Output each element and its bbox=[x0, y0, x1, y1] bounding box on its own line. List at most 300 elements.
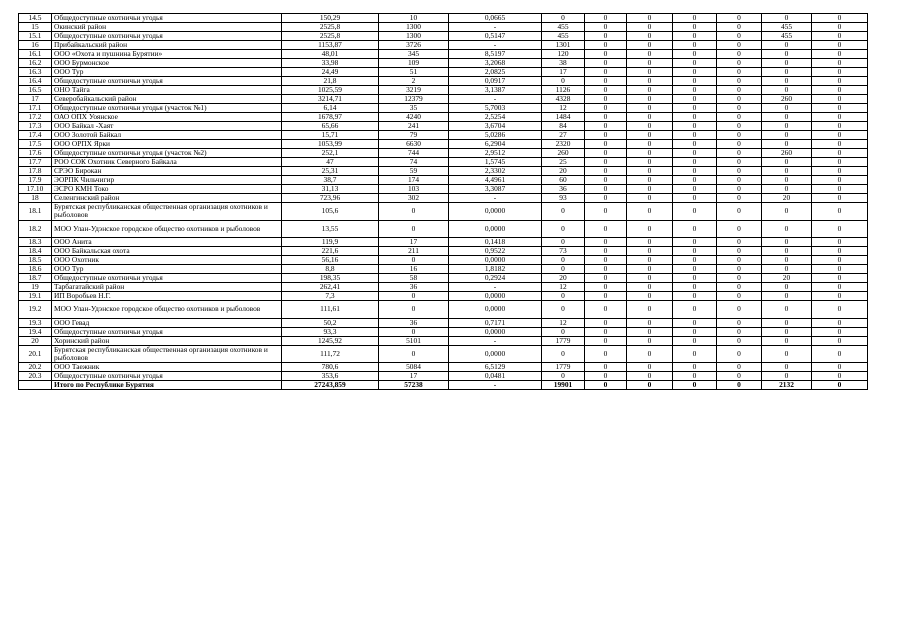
col12-value: 0 bbox=[812, 113, 868, 122]
count-value: 103 bbox=[379, 185, 449, 194]
count-value: 36 bbox=[379, 318, 449, 327]
col10-value: 0 bbox=[717, 185, 762, 194]
density-value: 0,9522 bbox=[449, 247, 542, 256]
row-name: ООО Тур bbox=[52, 68, 282, 77]
row-name: ООО Байкальская охота bbox=[52, 247, 282, 256]
col9-value: 0 bbox=[673, 113, 717, 122]
quota-value: 2320 bbox=[542, 140, 585, 149]
count-value: 16 bbox=[379, 265, 449, 274]
count-value: 3219 bbox=[379, 86, 449, 95]
quota-value: 455 bbox=[542, 23, 585, 32]
row-name: СРЭО Бирокан bbox=[52, 167, 282, 176]
table-row bbox=[19, 32, 868, 41]
col11-value: 20 bbox=[762, 194, 812, 203]
count-value: 6630 bbox=[379, 140, 449, 149]
row-number: 17.2 bbox=[19, 113, 52, 122]
col11-value: 0 bbox=[762, 167, 812, 176]
table-row bbox=[19, 41, 868, 50]
density-value: 1,8182 bbox=[449, 265, 542, 274]
col11-value: 0 bbox=[762, 318, 812, 327]
table-row bbox=[19, 68, 868, 77]
density-value: 0,5147 bbox=[449, 32, 542, 41]
col8-value: 0 bbox=[627, 247, 673, 256]
col7-value: 0 bbox=[585, 140, 627, 149]
row-number: 17.8 bbox=[19, 167, 52, 176]
row-number: 16.1 bbox=[19, 50, 52, 59]
col10-value: 0 bbox=[717, 68, 762, 77]
density-value: 3,2068 bbox=[449, 59, 542, 68]
col7-value: 0 bbox=[585, 247, 627, 256]
col12-value: 0 bbox=[812, 86, 868, 95]
col8-value: 0 bbox=[627, 50, 673, 59]
col7-value: 0 bbox=[585, 77, 627, 86]
col10-value: 0 bbox=[717, 41, 762, 50]
col12-value: 0 bbox=[812, 14, 868, 23]
row-number: 17.7 bbox=[19, 158, 52, 167]
col8-value: 0 bbox=[627, 194, 673, 203]
density-value: - bbox=[449, 41, 542, 50]
col12-value: 0 bbox=[812, 149, 868, 158]
col11-value: 0 bbox=[762, 247, 812, 256]
col7-value: 0 bbox=[585, 203, 627, 221]
area-value: 198,35 bbox=[282, 274, 379, 283]
row-name: Общедоступные охотничьи угодья bbox=[52, 32, 282, 41]
area-value: 65,66 bbox=[282, 122, 379, 131]
quota-value: 0 bbox=[542, 301, 585, 319]
col10-value: 0 bbox=[717, 86, 762, 95]
row-number: 19.1 bbox=[19, 292, 52, 301]
col11-value: 0 bbox=[762, 86, 812, 95]
row-name: Северобайкальский район bbox=[52, 95, 282, 104]
col8-value: 0 bbox=[627, 238, 673, 247]
table-row bbox=[19, 220, 868, 238]
density-value: 2,5254 bbox=[449, 113, 542, 122]
col10-value: 0 bbox=[717, 372, 762, 381]
table-row bbox=[19, 149, 868, 158]
count-value: 10 bbox=[379, 14, 449, 23]
col11-value: 0 bbox=[762, 336, 812, 345]
quota-value: 0 bbox=[542, 265, 585, 274]
area-value: 47 bbox=[282, 158, 379, 167]
col9-value: 0 bbox=[673, 158, 717, 167]
count-value: 79 bbox=[379, 131, 449, 140]
count-value: 0 bbox=[379, 301, 449, 319]
quota-value: 260 bbox=[542, 149, 585, 158]
count-value: 211 bbox=[379, 247, 449, 256]
quota-value: 17 bbox=[542, 68, 585, 77]
row-number: 18.6 bbox=[19, 265, 52, 274]
col9-value: 0 bbox=[673, 318, 717, 327]
quota-value: 20 bbox=[542, 167, 585, 176]
col12-value: 0 bbox=[812, 247, 868, 256]
col9-value: 0 bbox=[673, 327, 717, 336]
table-row bbox=[19, 59, 868, 68]
col8-value: 0 bbox=[627, 167, 673, 176]
row-number: 16 bbox=[19, 41, 52, 50]
col12-value: 0 bbox=[812, 95, 868, 104]
col11-value: 0 bbox=[762, 77, 812, 86]
row-name: ОАО ОПХ Уоянское bbox=[52, 113, 282, 122]
quota-value: 1301 bbox=[542, 41, 585, 50]
col7-value: 0 bbox=[585, 104, 627, 113]
col11-value: 455 bbox=[762, 32, 812, 41]
col7-value: 0 bbox=[585, 95, 627, 104]
col7-value: 0 bbox=[585, 381, 627, 390]
table-row bbox=[19, 122, 868, 131]
col12-value: 0 bbox=[812, 256, 868, 265]
col11-value: 0 bbox=[762, 238, 812, 247]
col9-value: 0 bbox=[673, 336, 717, 345]
col8-value: 0 bbox=[627, 381, 673, 390]
area-value: 7,3 bbox=[282, 292, 379, 301]
area-value: 48,01 bbox=[282, 50, 379, 59]
row-number: 20.3 bbox=[19, 372, 52, 381]
quota-value: 19901 bbox=[542, 381, 585, 390]
density-value: 4,4961 bbox=[449, 176, 542, 185]
row-name: ООО Анита bbox=[52, 238, 282, 247]
col8-value: 0 bbox=[627, 283, 673, 292]
col10-value: 0 bbox=[717, 301, 762, 319]
col12-value: 0 bbox=[812, 23, 868, 32]
quota-value: 73 bbox=[542, 247, 585, 256]
col12-value: 0 bbox=[812, 372, 868, 381]
density-value: 0,0481 bbox=[449, 372, 542, 381]
col11-value: 0 bbox=[762, 283, 812, 292]
row-number: 18.5 bbox=[19, 256, 52, 265]
col10-value: 0 bbox=[717, 283, 762, 292]
count-value: 58 bbox=[379, 274, 449, 283]
row-number: 16.5 bbox=[19, 86, 52, 95]
row-name: Общедоступные охотничьи угодья (участок №2) bbox=[52, 149, 282, 158]
row-name: Общедоступные охотничьи угодья (участок №1) bbox=[52, 104, 282, 113]
col9-value: 0 bbox=[673, 167, 717, 176]
col12-value: 0 bbox=[812, 274, 868, 283]
col10-value: 0 bbox=[717, 50, 762, 59]
count-value: 345 bbox=[379, 50, 449, 59]
table-row bbox=[19, 194, 868, 203]
col9-value: 0 bbox=[673, 372, 717, 381]
col10-value: 0 bbox=[717, 247, 762, 256]
density-value: 1,5745 bbox=[449, 158, 542, 167]
col12-value: 0 bbox=[812, 327, 868, 336]
col9-value: 0 bbox=[673, 95, 717, 104]
row-number: 17 bbox=[19, 95, 52, 104]
row-number: 17.4 bbox=[19, 131, 52, 140]
area-value: 2525,8 bbox=[282, 32, 379, 41]
col9-value: 0 bbox=[673, 247, 717, 256]
col7-value: 0 bbox=[585, 301, 627, 319]
area-value: 3214,71 bbox=[282, 95, 379, 104]
row-name: ООО Тур bbox=[52, 265, 282, 274]
row-number: 17.10 bbox=[19, 185, 52, 194]
quota-value: 36 bbox=[542, 185, 585, 194]
row-name: ООО Охотник bbox=[52, 256, 282, 265]
col7-value: 0 bbox=[585, 292, 627, 301]
row-number: 17.9 bbox=[19, 176, 52, 185]
col8-value: 0 bbox=[627, 301, 673, 319]
count-value: 174 bbox=[379, 176, 449, 185]
row-number: 19.2 bbox=[19, 301, 52, 319]
col11-value: 455 bbox=[762, 23, 812, 32]
count-value: 2 bbox=[379, 77, 449, 86]
col8-value: 0 bbox=[627, 86, 673, 95]
col8-value: 0 bbox=[627, 363, 673, 372]
col9-value: 0 bbox=[673, 176, 717, 185]
col11-value: 0 bbox=[762, 122, 812, 131]
quota-value: 25 bbox=[542, 158, 585, 167]
density-value: 3,1387 bbox=[449, 86, 542, 95]
col8-value: 0 bbox=[627, 104, 673, 113]
count-value: 4240 bbox=[379, 113, 449, 122]
col10-value: 0 bbox=[717, 23, 762, 32]
col10-value: 0 bbox=[717, 32, 762, 41]
col8-value: 0 bbox=[627, 345, 673, 363]
col10-value: 0 bbox=[717, 158, 762, 167]
table-row bbox=[19, 140, 868, 149]
col7-value: 0 bbox=[585, 86, 627, 95]
col10-value: 0 bbox=[717, 238, 762, 247]
row-number: 20.1 bbox=[19, 345, 52, 363]
quota-value: 38 bbox=[542, 59, 585, 68]
row-number: 19.3 bbox=[19, 318, 52, 327]
count-value: 744 bbox=[379, 149, 449, 158]
col9-value: 0 bbox=[673, 122, 717, 131]
total-row bbox=[19, 381, 868, 390]
col7-value: 0 bbox=[585, 327, 627, 336]
col10-value: 0 bbox=[717, 203, 762, 221]
density-value: 0,0917 bbox=[449, 77, 542, 86]
col7-value: 0 bbox=[585, 113, 627, 122]
col7-value: 0 bbox=[585, 122, 627, 131]
col7-value: 0 bbox=[585, 176, 627, 185]
col12-value: 0 bbox=[812, 194, 868, 203]
density-value: 0,2924 bbox=[449, 274, 542, 283]
col7-value: 0 bbox=[585, 238, 627, 247]
col10-value: 0 bbox=[717, 256, 762, 265]
table-row bbox=[19, 158, 868, 167]
quota-value: 0 bbox=[542, 238, 585, 247]
quota-value: 60 bbox=[542, 176, 585, 185]
area-value: 93,3 bbox=[282, 327, 379, 336]
col11-value: 0 bbox=[762, 220, 812, 238]
col11-value: 0 bbox=[762, 372, 812, 381]
col12-value: 0 bbox=[812, 167, 868, 176]
row-name: Тарбагатайский район bbox=[52, 283, 282, 292]
col8-value: 0 bbox=[627, 122, 673, 131]
area-value: 111,61 bbox=[282, 301, 379, 319]
col11-value: 0 bbox=[762, 256, 812, 265]
col7-value: 0 bbox=[585, 372, 627, 381]
col10-value: 0 bbox=[717, 167, 762, 176]
table-row bbox=[19, 113, 868, 122]
col11-value: 0 bbox=[762, 140, 812, 149]
col12-value: 0 bbox=[812, 345, 868, 363]
col11-value: 0 bbox=[762, 113, 812, 122]
area-value: 780,6 bbox=[282, 363, 379, 372]
count-value: 0 bbox=[379, 292, 449, 301]
col7-value: 0 bbox=[585, 14, 627, 23]
area-value: 31,13 bbox=[282, 185, 379, 194]
col7-value: 0 bbox=[585, 363, 627, 372]
col10-value: 0 bbox=[717, 265, 762, 274]
col9-value: 0 bbox=[673, 59, 717, 68]
col8-value: 0 bbox=[627, 77, 673, 86]
table-row bbox=[19, 292, 868, 301]
density-value: - bbox=[449, 336, 542, 345]
col9-value: 0 bbox=[673, 23, 717, 32]
col11-value: 0 bbox=[762, 158, 812, 167]
area-value: 13,55 bbox=[282, 220, 379, 238]
quota-value: 4328 bbox=[542, 95, 585, 104]
row-number: 18.2 bbox=[19, 220, 52, 238]
col10-value: 0 bbox=[717, 59, 762, 68]
row-number: 18 bbox=[19, 194, 52, 203]
count-value: 5084 bbox=[379, 363, 449, 372]
col8-value: 0 bbox=[627, 372, 673, 381]
col7-value: 0 bbox=[585, 194, 627, 203]
col12-value: 0 bbox=[812, 185, 868, 194]
col7-value: 0 bbox=[585, 50, 627, 59]
col9-value: 0 bbox=[673, 220, 717, 238]
col8-value: 0 bbox=[627, 176, 673, 185]
col10-value: 0 bbox=[717, 104, 762, 113]
col11-value: 260 bbox=[762, 149, 812, 158]
table-row bbox=[19, 256, 868, 265]
density-value: 0,0665 bbox=[449, 14, 542, 23]
col8-value: 0 bbox=[627, 318, 673, 327]
row-number: 15.1 bbox=[19, 32, 52, 41]
col8-value: 0 bbox=[627, 203, 673, 221]
row-name: Общедоступные охотничьи угодья bbox=[52, 372, 282, 381]
col10-value: 0 bbox=[717, 363, 762, 372]
col11-value: 0 bbox=[762, 104, 812, 113]
count-value: 17 bbox=[379, 372, 449, 381]
row-name: ООО Таежник bbox=[52, 363, 282, 372]
col9-value: 0 bbox=[673, 345, 717, 363]
row-number: 17.5 bbox=[19, 140, 52, 149]
count-value: 35 bbox=[379, 104, 449, 113]
count-value: 3726 bbox=[379, 41, 449, 50]
quota-value: 12 bbox=[542, 318, 585, 327]
table-row bbox=[19, 203, 868, 221]
table-row bbox=[19, 176, 868, 185]
col10-value: 0 bbox=[717, 345, 762, 363]
row-name: Хоринский район bbox=[52, 336, 282, 345]
quota-value: 0 bbox=[542, 220, 585, 238]
row-name: Селенгинский район bbox=[52, 194, 282, 203]
quota-value: 84 bbox=[542, 122, 585, 131]
col10-value: 0 bbox=[717, 77, 762, 86]
row-number: 16.2 bbox=[19, 59, 52, 68]
area-value: 150,29 bbox=[282, 14, 379, 23]
row-name: МОО Улан-Удэнское городское общество охотников и рыболовов bbox=[52, 220, 282, 238]
density-value: 0,0000 bbox=[449, 327, 542, 336]
table-row bbox=[19, 301, 868, 319]
row-name: Общедоступные охотничьи угодья bbox=[52, 14, 282, 23]
col8-value: 0 bbox=[627, 274, 673, 283]
col12-value: 0 bbox=[812, 336, 868, 345]
col9-value: 0 bbox=[673, 265, 717, 274]
area-value: 15,71 bbox=[282, 131, 379, 140]
quota-value: 0 bbox=[542, 77, 585, 86]
col11-value: 0 bbox=[762, 185, 812, 194]
col11-value: 0 bbox=[762, 68, 812, 77]
density-value: 0,7171 bbox=[449, 318, 542, 327]
quota-value: 93 bbox=[542, 194, 585, 203]
table-row bbox=[19, 247, 868, 256]
density-value: 0,0000 bbox=[449, 256, 542, 265]
count-value: 1300 bbox=[379, 23, 449, 32]
area-value: 1053,99 bbox=[282, 140, 379, 149]
col9-value: 0 bbox=[673, 203, 717, 221]
area-value: 111,72 bbox=[282, 345, 379, 363]
row-name: ООО Бурмонское bbox=[52, 59, 282, 68]
count-value: 241 bbox=[379, 122, 449, 131]
col9-value: 0 bbox=[673, 104, 717, 113]
col10-value: 0 bbox=[717, 122, 762, 131]
col7-value: 0 bbox=[585, 283, 627, 292]
table-row bbox=[19, 167, 868, 176]
data-table bbox=[18, 13, 868, 390]
area-value: 105,6 bbox=[282, 203, 379, 221]
table-row bbox=[19, 345, 868, 363]
row-name: Прибайкальский район bbox=[52, 41, 282, 50]
col10-value: 0 bbox=[717, 274, 762, 283]
col12-value: 0 bbox=[812, 158, 868, 167]
area-value: 33,98 bbox=[282, 59, 379, 68]
row-number: 19.4 bbox=[19, 327, 52, 336]
col8-value: 0 bbox=[627, 41, 673, 50]
quota-value: 120 bbox=[542, 50, 585, 59]
area-value: 25,31 bbox=[282, 167, 379, 176]
density-value: 0,0000 bbox=[449, 203, 542, 221]
table-row bbox=[19, 77, 868, 86]
col7-value: 0 bbox=[585, 41, 627, 50]
row-name: ЭОРПК Чильчигир bbox=[52, 176, 282, 185]
density-value: 3,3087 bbox=[449, 185, 542, 194]
col9-value: 0 bbox=[673, 50, 717, 59]
col10-value: 0 bbox=[717, 327, 762, 336]
col10-value: 0 bbox=[717, 381, 762, 390]
col7-value: 0 bbox=[585, 131, 627, 140]
quota-value: 0 bbox=[542, 372, 585, 381]
col9-value: 0 bbox=[673, 363, 717, 372]
row-number: 20 bbox=[19, 336, 52, 345]
table-row bbox=[19, 86, 868, 95]
quota-value: 12 bbox=[542, 104, 585, 113]
row-name: Общедоступные охотничьи угодья bbox=[52, 274, 282, 283]
col8-value: 0 bbox=[627, 292, 673, 301]
col10-value: 0 bbox=[717, 14, 762, 23]
area-value: 1025,59 bbox=[282, 86, 379, 95]
count-value: 57238 bbox=[379, 381, 449, 390]
col12-value: 0 bbox=[812, 140, 868, 149]
col9-value: 0 bbox=[673, 194, 717, 203]
col7-value: 0 bbox=[585, 59, 627, 68]
col10-value: 0 bbox=[717, 176, 762, 185]
col8-value: 0 bbox=[627, 158, 673, 167]
col9-value: 0 bbox=[673, 131, 717, 140]
col8-value: 0 bbox=[627, 131, 673, 140]
col12-value: 0 bbox=[812, 32, 868, 41]
density-value: 5,0286 bbox=[449, 131, 542, 140]
col10-value: 0 bbox=[717, 95, 762, 104]
quota-value: 27 bbox=[542, 131, 585, 140]
quota-value: 0 bbox=[542, 345, 585, 363]
count-value: 74 bbox=[379, 158, 449, 167]
col11-value: 2132 bbox=[762, 381, 812, 390]
area-value: 119,9 bbox=[282, 238, 379, 247]
